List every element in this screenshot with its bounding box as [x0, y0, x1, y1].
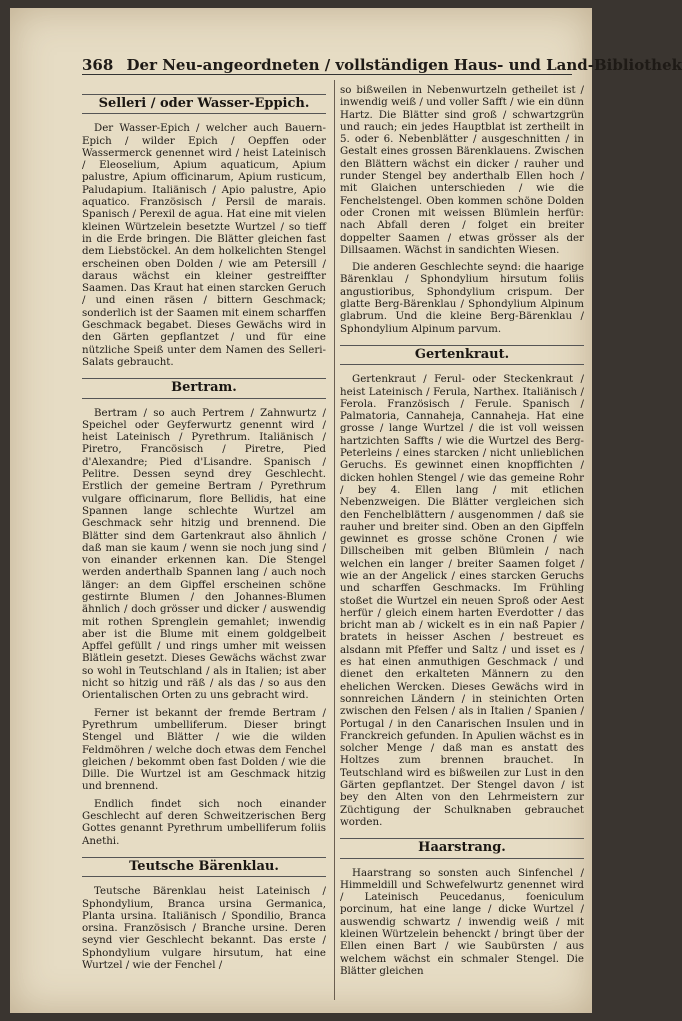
paragraph: Endlich findet sich noch einander Geschlecht auf deren Schweitzerischen Berg Gottes genannt Pyrethrum umbelliferum foliis Anethi. — [82, 797, 326, 847]
paragraph: Gertenkraut / Ferul- oder Steckenkraut / heist Lateinisch / Ferula, Narthex. Italiänisch / Ferola. Französisch / Ferule. Spanisch / Palmatoria, Cannaheja, Cannaheja. Hat eine grosse / lange Wurtzel / die ist voll weissen hartzichten Saffts / wie die Wurtzel des Berg-Peterleins / eines starcken / nicht unlieblichen Geruchs. Es gewinnet einen knopffichten / dicken hohlen Stengel / wie das gemeine Rohr / bey 4. Ellen lang / mit etlichen Nebenzweigen. Die Blätter vergleichen sich den Fenchelblättern / ausgenommen / daß sie rauher und breiter sind. Oben an den Gipffeln gewinnet es grosse schöne Cronen / wie Dillscheiben mit gelben Blümlein / nach welchen ein langer / breiter Saamen folget / wie an der Angelick / eines starcken Geruchs und scharffen Geschmacks. Im Frühling stoßet die Wurtzel ein neuen Sproß oder Aest herfür / gleich einem harten Everdotter / das bricht man ab / wickelt es in ein naß Papier / bratets in heisser Aschen / bestreuet es alsdann mit Pfeffer und Saltz / und isset es / es hat einen anmuthigen Geschmack / und dienet den erkalteten Männern zu den ehelichen Wercken. Dieses Gewächs wird in sonnreichen Ländern / in steinichten Orten zwischen den Felsen / als in Italien / Spanien / Portugal / in den Canarischen Insulen und in Franckreich gefunden. In Apulien wächst es in solcher Menge / daß man es anstatt des Holtzes zum brennen brauchet. In Teutschland wird es bißweilen zur Lust in den Gärten gepflantzet. Der Stengel davon / ist bey den Alten von den Lehrmeistern zur Züchtigung der Schulknaben gebrauchet worden. — [340, 373, 584, 828]
section-heading: Haarstrang. — [340, 838, 584, 858]
left-column — [82, 84, 326, 976]
running-title: Der Neu-angeordneten / vollständigen Haus- und Land-Bibliothek — [126, 56, 682, 74]
section-heading: Selleri / oder Wasser-Eppich. — [82, 94, 326, 114]
column-divider — [334, 80, 335, 1000]
section-heading: Teutsche Bärenklau. — [82, 857, 326, 877]
paragraph: so bißweilen in Nebenwurtzeln getheilet ist / inwendig weiß / und voller Safft / wie ein dünn Hartz. Die Blätter sind groß / schwartzgrün und rauch; ein jedes Hauptblat ist zertheilt in 5. oder 6. Nebenblätter / ausgeschnitten / in Gestalt eines grossen Bärenklauens. Zwischen den Blättern wächst ein dicker / rauher und runder Stengel bey anderthalb Ellen hoch / mit Glaichen unterschieden / wie die Fenchelstengel. Oben kommen schöne Dolden oder Cronen mit weissen Blümlein herfür: nach Abfall deren / folget ein breiter doppelter Saamen / etwas grösser als der Dillsaamen. Wächst in sandichten Wiesen. — [340, 84, 584, 256]
section-heading: Gertenkraut. — [340, 345, 584, 365]
paragraph: Die anderen Geschlechte seynd: die haarige Bärenklau / Sphondylium hirsutum foliis angustioribus, Sphondylium crispum. Der glatte Berg-Bärenklau / Sphondylium Alpinum glabrum. Und die kleine Berg-Bärenklau / Sphondylium Alpinum parvum. — [340, 261, 584, 335]
book-page — [10, 8, 682, 1013]
page-header — [82, 56, 682, 75]
paragraph: Haarstrang so sonsten auch Sinfenchel / Himmeldill und Schwefelwurtz genennet wird / Lateinisch Peucedanus, foeniculum porcinum, hat eine lange / dicke Wurtzel / auswendig schwartz / inwendig weiß / mit kleinen Würtzelein behenckt / bringt über der Ellen einen Bart / wie Saubürsten / aus welchem wächst ein schmaler Stengel. Die Blätter gleichen — [340, 866, 584, 977]
paragraph: Der Wasser-Epich / welcher auch Bauern-Epich / wilder Epich / Oepffen oder Wassermerck genennet wird / heist Lateinisch / Eleoselium, Apium aquaticum, Apium palustre, Apium officinarum, Apium rusticum, Paludapium. Italiänisch / Apio palustre, Apio aquatico. Französisch / Persil de marais. Spanisch / Perexil de agua. Hat eine mit vielen kleinen Würtzelein besetzte Wurtzel / so tieff in die Erde bringen. Die Blätter gleichen fast dem Liebstöckel. An dem holkelichten Stengel erscheinen oben Dolden / wie am Petersill / daraus wächst ein kleiner gestreiffter Saamen. Das Kraut hat einen starcken Geruch / und einen räsen / bittern Geschmack; sonderlich ist der Saamen mit einem scharffen Geschmack begabet. Dieses Gewächs wird in den Gärten gepflantzet / und für eine nützliche Speiß unter dem Namen des Selleri-Salats gebraucht. — [82, 122, 326, 368]
paragraph: Teutsche Bärenklau heist Lateinisch / Sphondylium, Branca ursina Germanica, Planta ursina. Italiänisch / Spondilio, Branca orsina. Französisch / Branche ursine. Deren seynd vier Geschlecht bekannt. Das erste / Sphondylium vulgare hirsutum, hat eine Wurtzel / wie der Fenchel / — [82, 885, 326, 971]
paragraph: Ferner ist bekannt der fremde Bertram / Pyrethrum umbelliferum. Dieser bringt Stengel und Blätter / wie die wilden Feldmöhren / welche doch etwas dem Fenchel gleichen / bekommt oben fast Dolden / wie die Dille. Die Wurtzel ist am Geschmack hitzig und brennend. — [82, 706, 326, 793]
paragraph: Bertram / so auch Pertrem / Zahnwurtz / Speichel oder Geyferwurtz genennt wird / heist Lateinisch / Pyrethrum. Italiänisch / Piretro, Francösisch / Piretre, Pied d'Alexandre; Pied d'Lisandre. Spanisch / Pelitre. Dessen seynd drey Geschlecht. Erstlich der gemeine Bertram / Pyrethrum vulgare officinarum, flore Bellidis, hat eine Spannen lange schlechte Wurtzel am Geschmack sehr hitzig und brennend. Die Blätter sind dem Gartenkraut also ähnlich / daß man sie kaum / wenn sie noch jung sind / von einander erkennen kan. Die Stengel werden anderthalb Spannen lang / auch noch länger: an dem Gipffel erscheinen schöne gestirnte Blumen / den Johannes-Blumen ähnlich / doch grösser und dicker / auswendig mit rothen Sprenglein gemahlet; inwendig aber ist die Blume mit einem goldgelbeit Apffel gefüllt / und rings umher mit weissen Blätlein gesetzt. Dieses Gewächs wächst zwar so wohl in Teutschland / als in Italien; ist aber nicht so hitzig und räß / als das / so aus den Orientalischen Orten zu uns gebracht wird. — [82, 406, 326, 702]
section-heading: Bertram. — [82, 378, 326, 398]
page-number: 368 — [82, 56, 114, 74]
right-column — [340, 84, 584, 982]
